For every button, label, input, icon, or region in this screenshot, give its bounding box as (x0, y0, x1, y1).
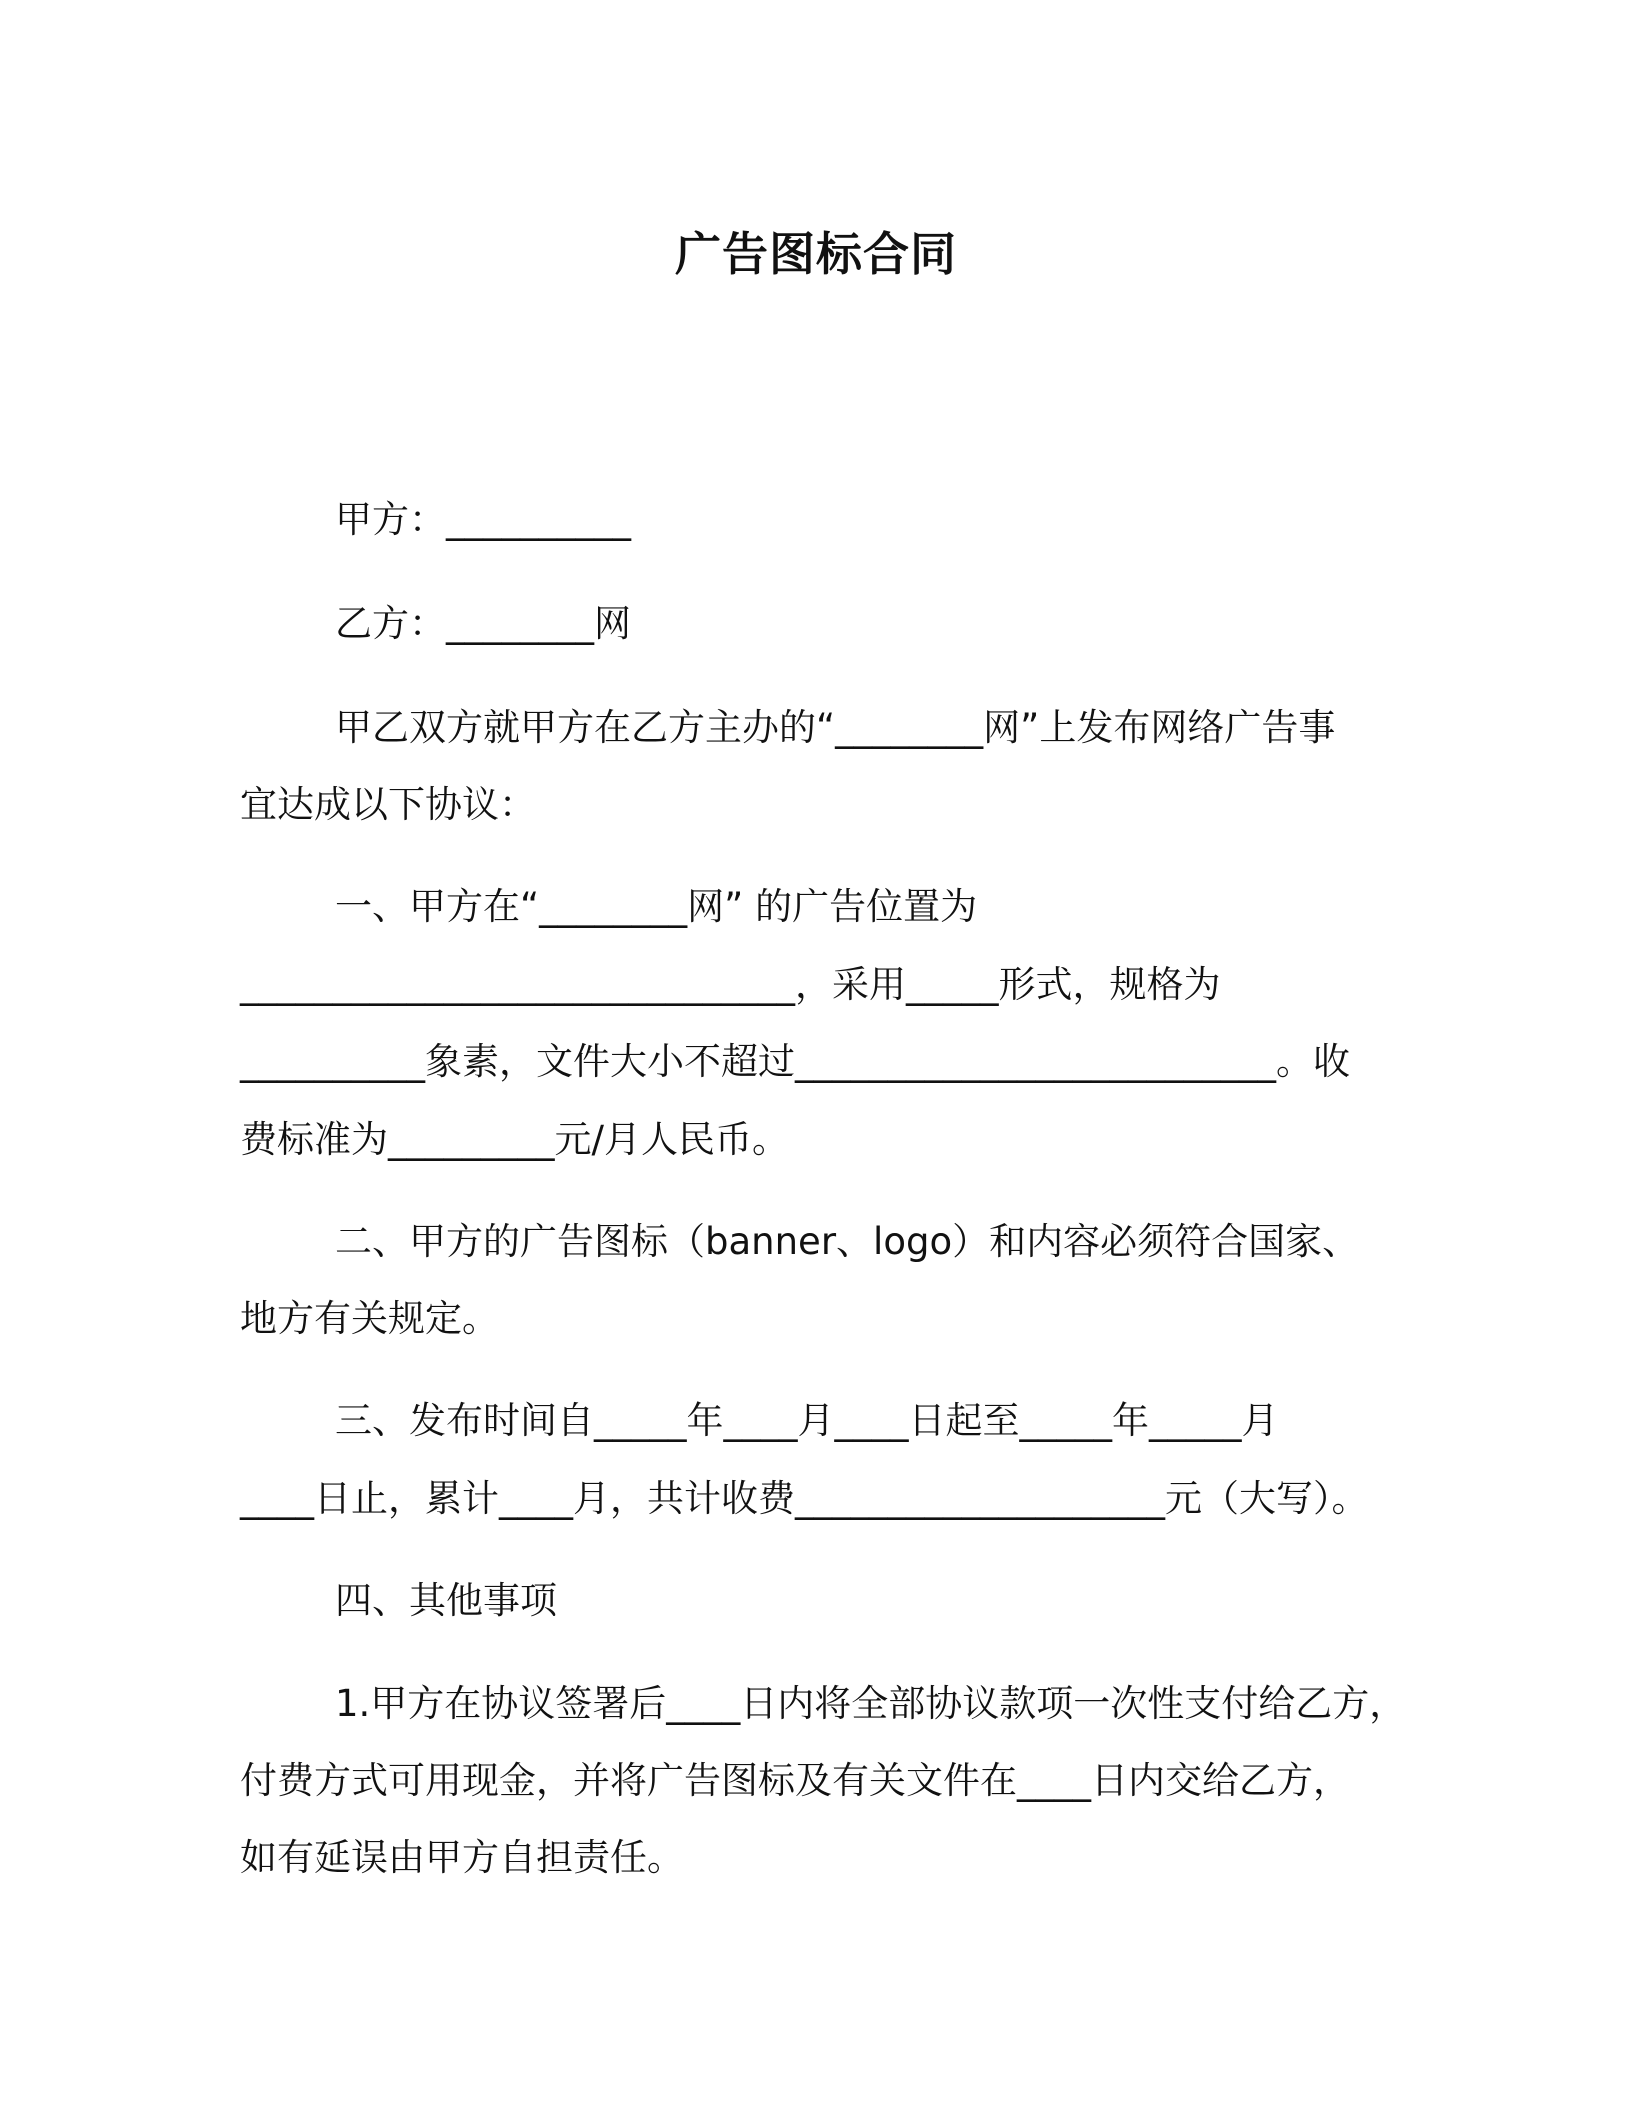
clause-2-line-1: 二、甲方的广告图标（banner、logo）和内容必须符合国家、 (335, 1220, 1360, 1263)
clause-1-line-2: ______________________________，采用_____形式，规格为 (240, 963, 1221, 1006)
clause-4-item-1-line-2: 付费方式可用现金，并将广告图标及有关文件在____日内交给乙方， (240, 1759, 1350, 1802)
clause-2-line-2: 地方有关规定。 (240, 1297, 499, 1340)
party-a-line: 甲方：__________ (335, 498, 631, 541)
party-b-line: 乙方：________网 (335, 602, 631, 645)
clause-4-heading: 四、其他事项 (335, 1579, 557, 1622)
preamble-line-2: 宜达成以下协议： (240, 783, 536, 826)
preamble-line-1: 甲乙双方就甲方在乙方主办的“________网”上发布网络广告事 (335, 706, 1336, 749)
clause-1-line-1: 一、甲方在“________网” 的广告位置为 (335, 885, 978, 928)
clause-1-line-3: __________象素，文件大小不超过__________________________。收 (240, 1040, 1350, 1083)
clause-3-line-2: ____日止，累计____月，共计收费____________________元（大写）。 (240, 1477, 1369, 1520)
clause-4-item-1-line-3: 如有延误由甲方自担责任。 (240, 1836, 684, 1879)
clause-1-line-4: 费标准为_________元/月人民币。 (240, 1118, 789, 1161)
clause-4-item-1-line-1: 1.甲方在协议签署后____日内将全部协议款项一次性支付给乙方， (335, 1682, 1407, 1725)
clause-3-line-1: 三、发布时间自_____年____月____日起至_____年_____月 (335, 1399, 1279, 1442)
document-title: 广告图标合同 (675, 227, 957, 281)
